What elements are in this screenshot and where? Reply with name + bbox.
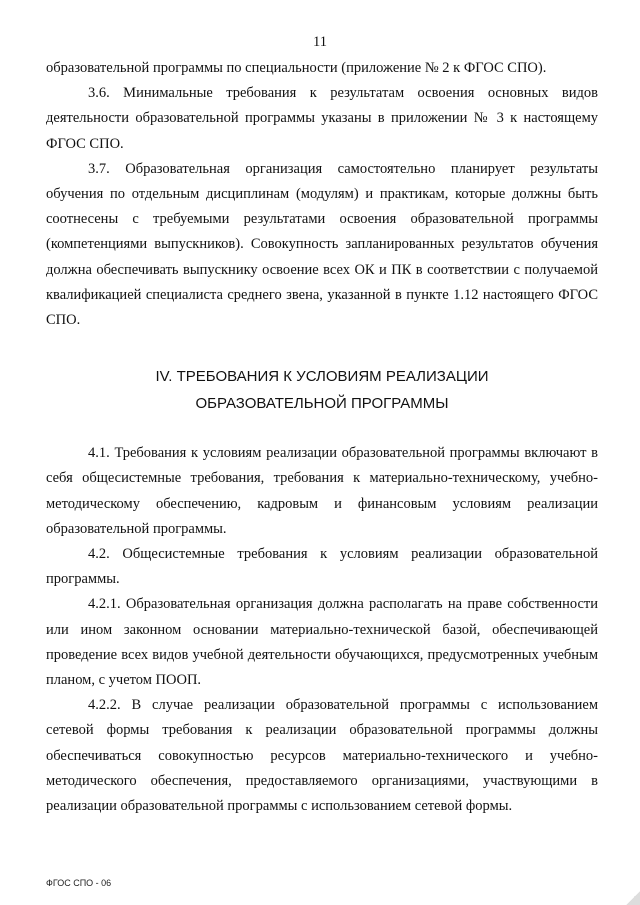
paragraph-4-2-2: 4.2.2. В случае реализации образовательной программы с использованием сетевой формы требования к реализации образовательной программы должны обеспечиваться совокупностью ресурсов материально-технического и учебно-методического обеспечения, предоставляемого организациями, участвующими в реализации образовательной программы с использованием сетевой формы.	[46, 697, 598, 815]
page-corner-shade	[626, 891, 640, 905]
section-heading-line-2: ОБРАЗОВАТЕЛЬНОЙ ПРОГРАММЫ	[195, 395, 449, 413]
paragraph-continuation: образовательной программы по специальности (приложение № 2 к ФГОС СПО).	[46, 60, 547, 76]
footer-label: ФГОС СПО - 06	[46, 878, 112, 888]
paragraph-4-2: 4.2. Общесистемные требования к условиям реализации образовательной программы.	[46, 546, 598, 588]
document-body	[46, 56, 598, 819]
section-heading-line-1: IV. ТРЕБОВАНИЯ К УСЛОВИЯМ РЕАЛИЗАЦИИ	[155, 368, 489, 386]
paragraph-3-7: 3.7. Образовательная организация самостоятельно планирует результаты обучения по отдельным дисциплинам (модулям) и практикам, которые должны быть соотнесены с требуемыми результатами освоения образовательной программы (компетенциями выпускников). Совокупность запланированных результатов обучения должна обеспечивать выпускнику освоение всех ОК и ПК в соответствии с получаемой квалификацией специалиста среднего звена, указанной в пункте 1.12 настоящего ФГОС СПО.	[46, 160, 598, 329]
paragraph-3-6: 3.6. Минимальные требования к результатам освоения основных видов деятельности образовательной программы указаны в приложении № 3 к настоящему ФГОС СПО.	[46, 85, 598, 152]
section-heading	[46, 363, 598, 417]
page-number: 11	[313, 34, 327, 50]
paragraph-4-2-1: 4.2.1. Образовательная организация должна располагать на праве собственности или ином законном основании материально-технической базой, обеспечивающей проведение всех видов учебной деятельности обучающихся, предусмотренных учебным планом, с учетом ПООП.	[46, 596, 598, 689]
paragraph-4-1: 4.1. Требования к условиям реализации образовательной программы включают в себя общесистемные требования, требования к материально-техническому, учебно-методическому обеспечению, кадровым и финансовым условиям реализации образовательной программы.	[46, 445, 598, 537]
